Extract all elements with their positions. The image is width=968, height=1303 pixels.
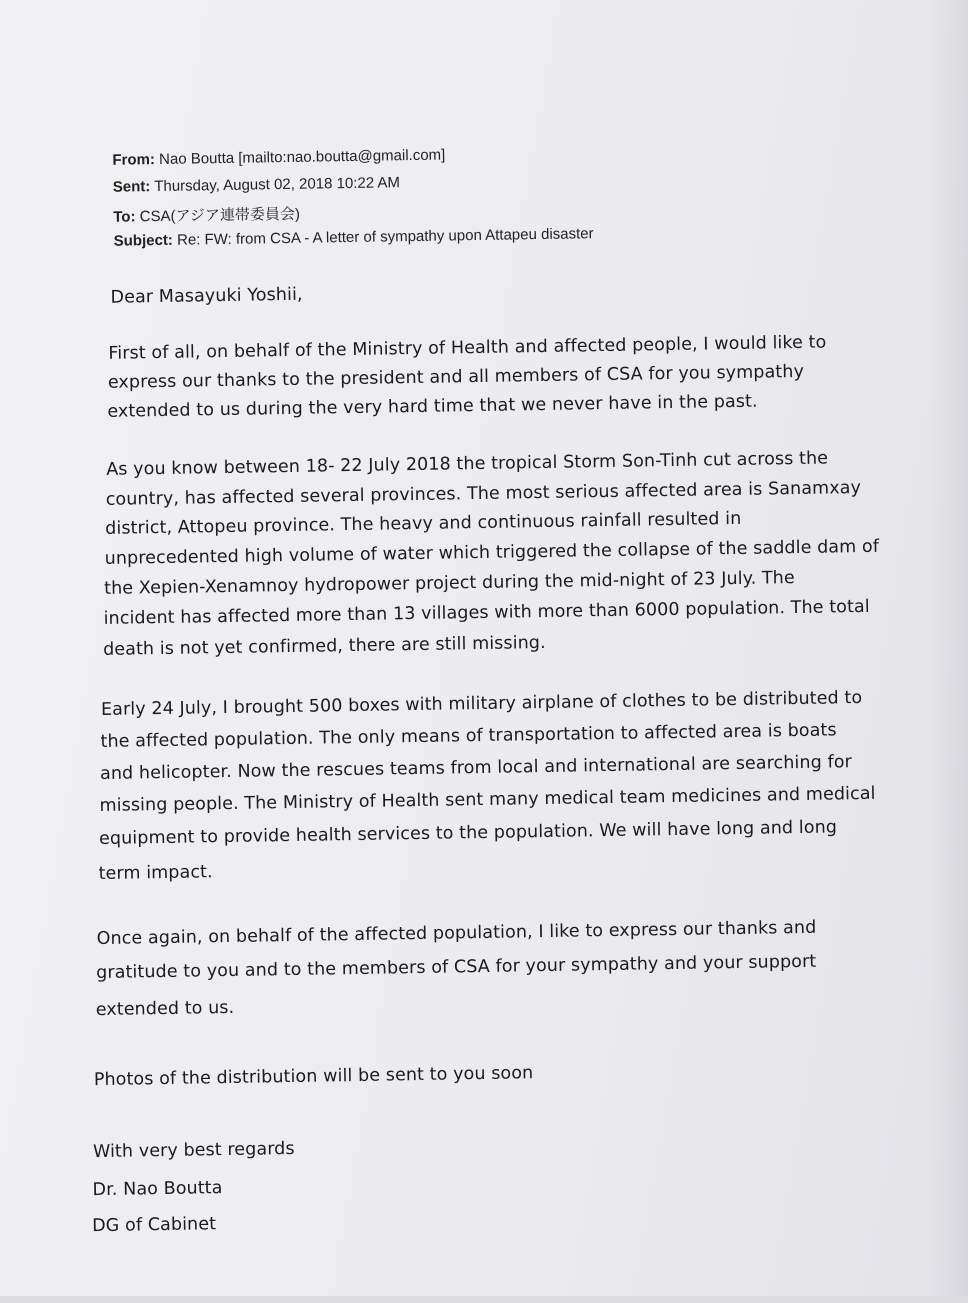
subject-row (114, 225, 594, 250)
from-value: Nao Boutta [mailto:nao.boutta@gmail.com] (158, 146, 446, 168)
paragraph-line: Once again, on behalf of the affected population, I like to express our thanks and (96, 917, 817, 950)
sent-label: Sent: (112, 178, 151, 196)
paragraph-line: term impact. (98, 862, 213, 885)
from-row (112, 146, 445, 168)
photos-note: Photos of the distribution will be sent to you soon (93, 1063, 534, 1091)
signature-title: DG of Cabinet (92, 1214, 217, 1237)
paragraph-line: unprecedented high volume of water which triggered the collapse of the saddle dam of (104, 536, 880, 569)
paragraph-line: Early 24 July, I brought 500 boxes with military airplane of clothes to be distributed to (100, 688, 863, 720)
to-label: To: (113, 208, 136, 226)
to-row (113, 203, 300, 227)
paragraph-line: As you know between 18- 22 July 2018 the tropical Storm Son-Tinh cut across the (106, 448, 829, 480)
paragraph-line: the Xepien-Xenamnoy hydropower project during the mid-night of 23 July. The (103, 568, 795, 599)
greeting: Dear Masayuki Yoshii, (110, 284, 303, 308)
to-value: CSA(アジア連帯委員会) (139, 205, 301, 226)
paragraph-line: incident has affected more than 13 villages with more than 6000 population. The total (103, 596, 870, 629)
paragraph-line: equipment to provide health services to the population. We will have long and long (98, 817, 838, 850)
paragraph-line: extended to us. (95, 997, 235, 1021)
paragraph-line: gratitude to you and to the members of CSA for your sympathy and your support (96, 951, 817, 984)
subject-label: Subject: (113, 231, 174, 250)
paragraph-line: death is not yet confirmed, there are still missing. (102, 632, 546, 660)
subject-value: Re: FW: from CSA - A letter of sympathy upon Attapeu disaster (176, 225, 594, 249)
sent-row (113, 174, 400, 196)
paragraph-line: extended to us during the very hard time that we never have in the past. (107, 391, 758, 422)
paragraph-line: First of all, on behalf of the Ministry of Health and affected people, I would like to (108, 332, 827, 364)
signature-name: Dr. Nao Boutta (92, 1178, 223, 1201)
paragraph-line: district, Attopeu province. The heavy and continuous rainfall resulted in (105, 508, 742, 539)
from-label: From: (112, 151, 156, 169)
closing: With very best regards (92, 1138, 295, 1163)
paragraph-line: missing people. The Ministry of Health sent many medical team medicines and medical (99, 783, 876, 816)
paragraph-line: express our thanks to the president and all members of CSA for you sympathy (107, 361, 805, 393)
paragraph-line: and helicopter. Now the rescues teams from local and international are searching for (99, 752, 853, 784)
email-header (0, 0, 958, 250)
sent-value: Thursday, August 02, 2018 10:22 AM (154, 174, 401, 196)
paragraph-line: the affected population. The only means of transportation to affected area is boats (100, 720, 837, 752)
paragraph-line: country, has affected several provinces. The most serious affected area is Sanamxay (105, 477, 862, 510)
